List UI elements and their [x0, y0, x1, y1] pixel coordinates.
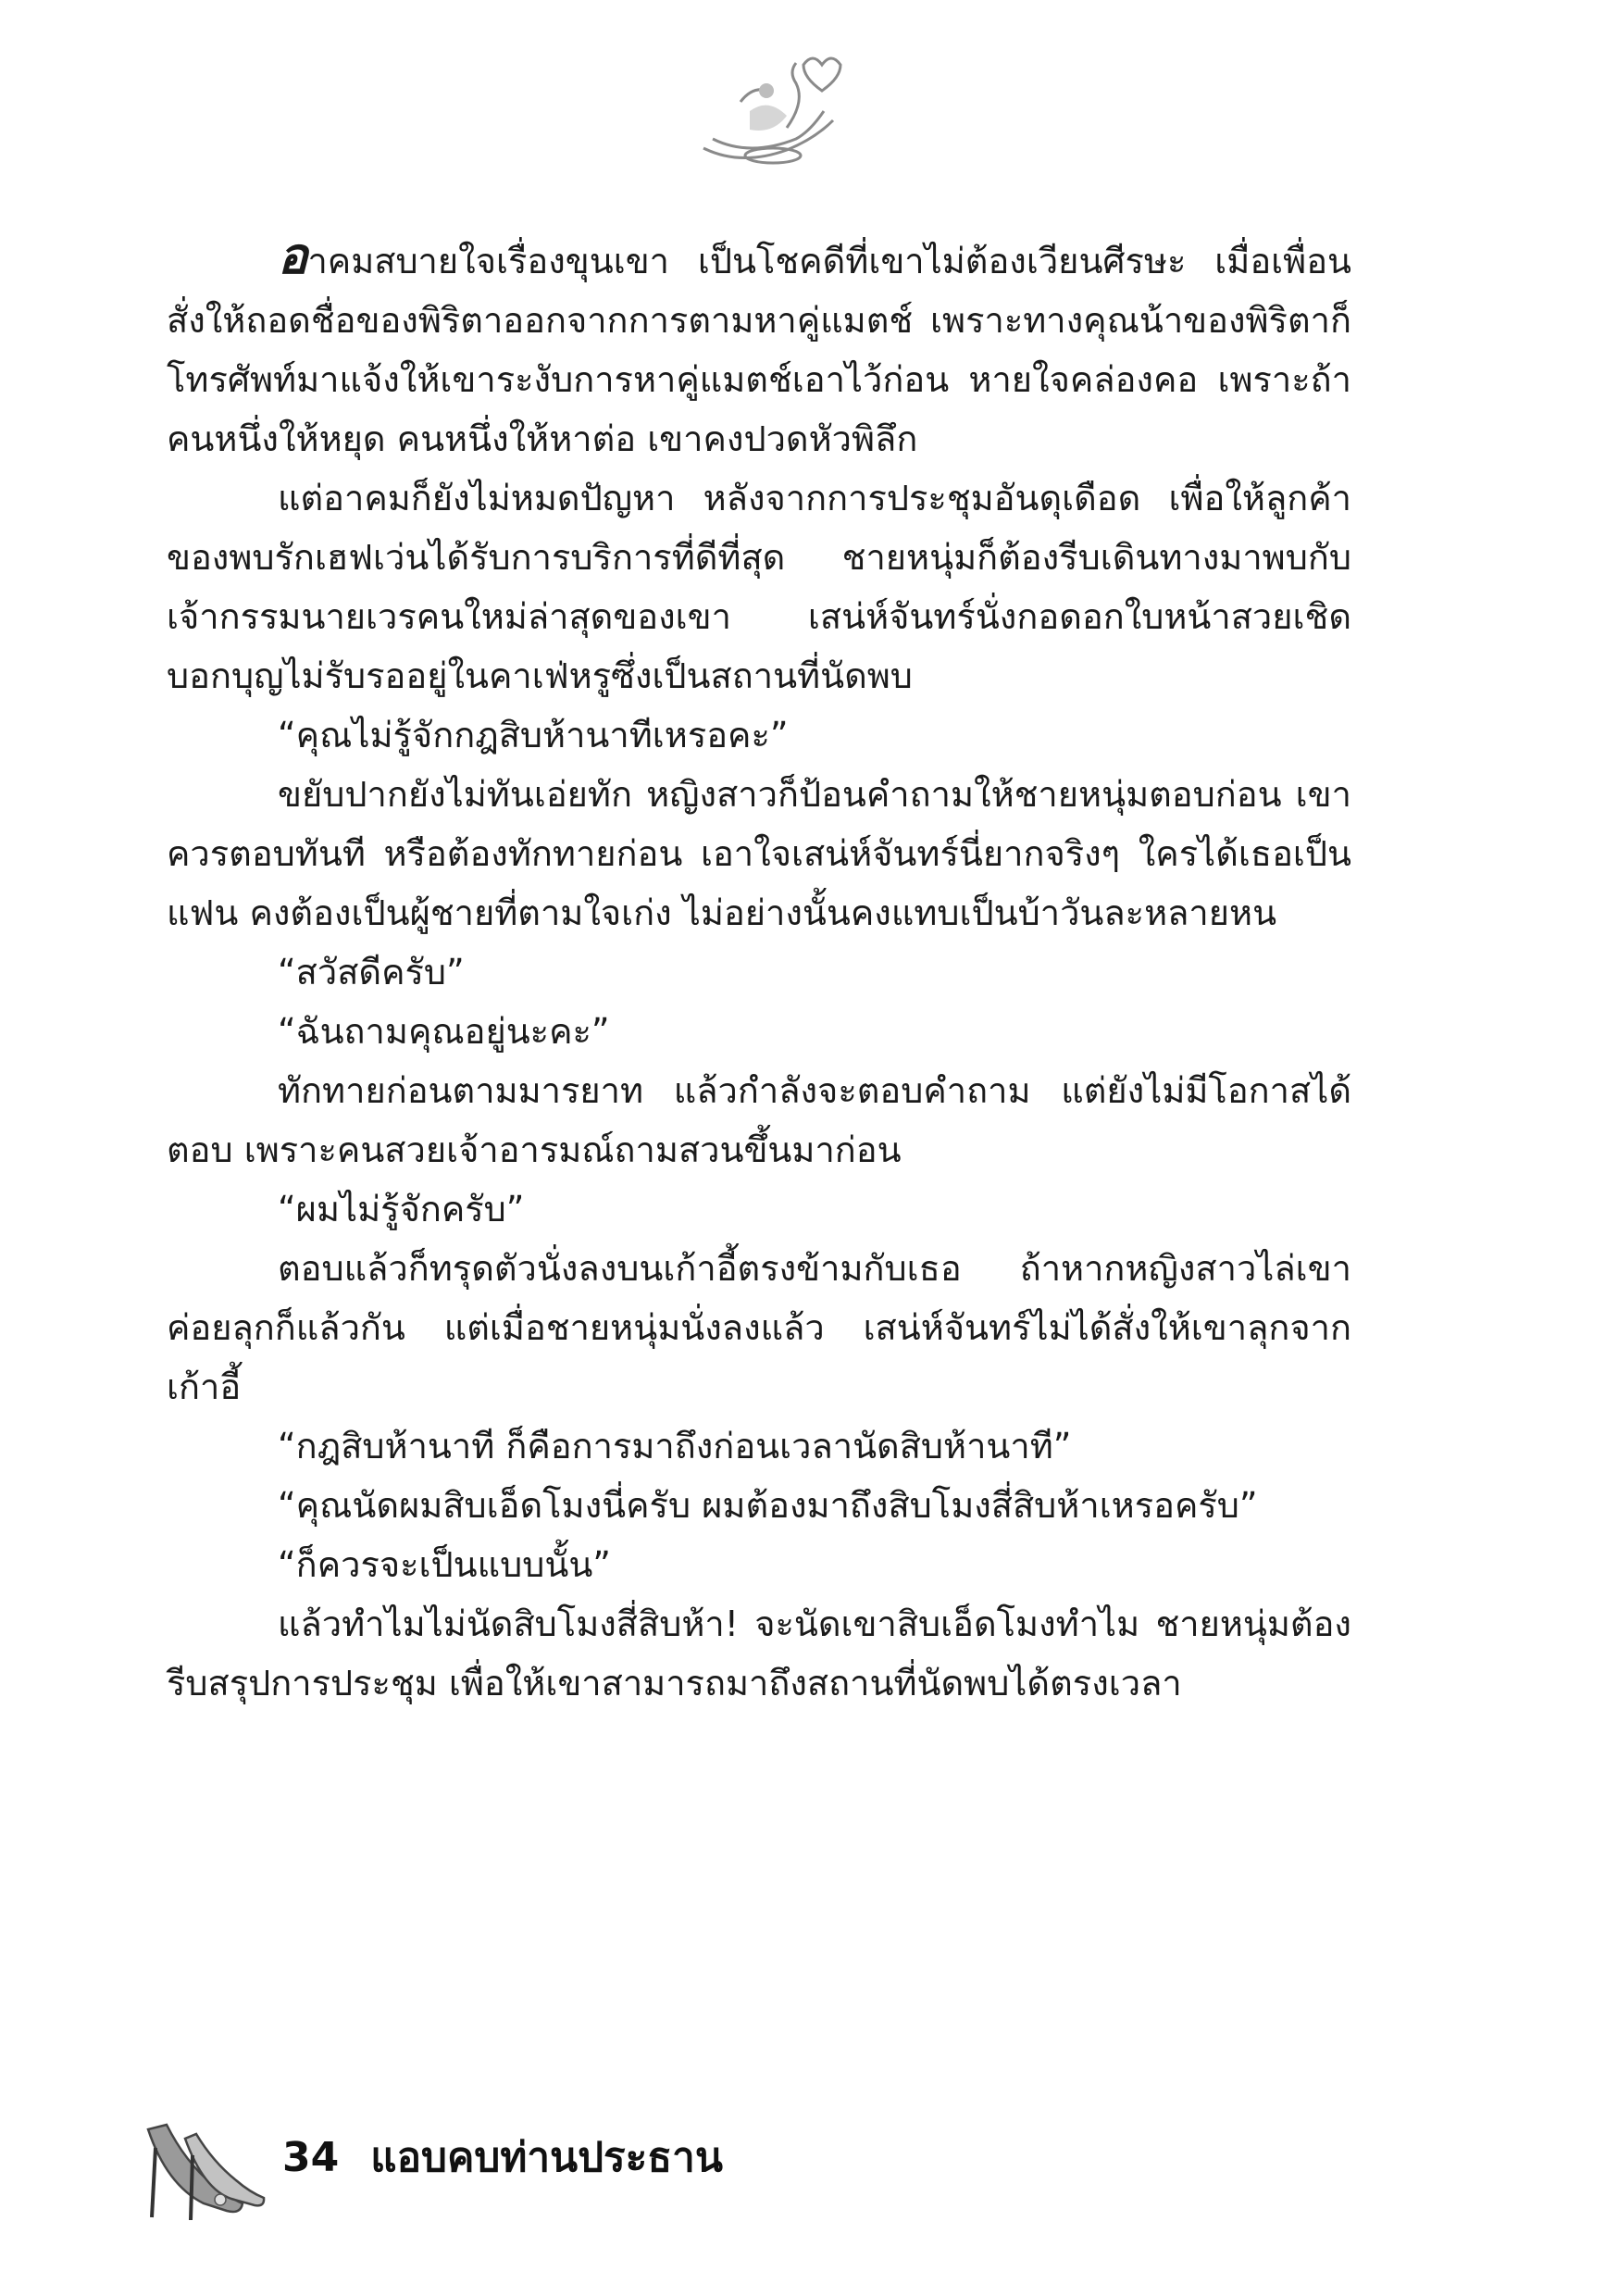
genie-lamp-icon — [685, 46, 852, 176]
paragraph: “สวัสดีครับ” — [278, 952, 465, 992]
paragraph-text: าคมสบายใจเรื่องขุนเขา เป็นโชคดีที่เขาไม่ต้องเวียนศีรษะ เมื่อเพื่อนสั่งให้ถอดชื่อของพิริตาออกจากการตามหาคู่แมตช์ เพราะทางคุณน้าของพิริตาก็โทรศัพท์มาแจ้งให้เขาระงับการหาคู่แมตช์เอาไว้ก่อน หายใจคล่องคอ เพราะถ้าคนหนึ่งให้หยุด คนหนึ่งให้หาต่อ เขาคงปวดหัวพิลึก — [167, 241, 1351, 459]
paragraph: “คุณไม่รู้จักกฎสิบห้านาทีเหรอคะ” — [278, 715, 789, 755]
paragraph — [167, 227, 1351, 468]
paragraph: ขยับปากยังไม่ทันเอ่ยทัก หญิงสาวก็ป้อนคำถามให้ชายหนุ่มตอบก่อน เขาควรตอบทันที หรือต้องทักทายก่อน เอาใจเสน่ห์จันทร์นี่ยากจริงๆ ใครได้เธอเป็นแฟน คงต้องเป็นผู้ชายที่ตามใจเก่ง ไม่อย่างนั้นคงแทบเป็นบ้าวันละหลายหน — [167, 774, 1351, 933]
paragraph: “ฉันถามคุณอยู่นะคะ” — [278, 1011, 610, 1052]
paragraph: “กฎสิบห้านาที ก็คือการมาถึงก่อนเวลานัดสิบห้านาที” — [278, 1426, 1072, 1466]
page-footer — [282, 2125, 723, 2190]
high-heel-shoes-icon — [139, 2111, 268, 2231]
paragraph: “ผมไม่รู้จักครับ” — [278, 1189, 525, 1229]
book-title: แอบคบท่านประธาน — [370, 2134, 723, 2181]
paragraph: “คุณนัดผมสิบเอ็ดโมงนี่ครับ ผมต้องมาถึงสิบโมงสี่สิบห้าเหรอครับ” — [278, 1485, 1258, 1526]
paragraph: ทักทายก่อนตามมารยาท แล้วกำลังจะตอบคำถาม แต่ยังไม่มีโอกาสได้ตอบ เพราะคนสวยเจ้าอารมณ์ถามสวนขึ้นมาก่อน — [167, 1070, 1351, 1170]
page-number: 34 — [282, 2134, 340, 2181]
paragraph: แล้วทำไมไม่นัดสิบโมงสี่สิบห้า! จะนัดเขาสิบเอ็ดโมงทำไม ชายหนุ่มต้องรีบสรุปการประชุม เพื่อให้เขาสามารถมาถึงสถานที่นัดพบได้ตรงเวลา — [167, 1603, 1351, 1703]
body-text — [167, 227, 1351, 1713]
paragraph: ตอบแล้วก็ทรุดตัวนั่งลงบนเก้าอี้ตรงข้ามกับเธอ ถ้าหากหญิงสาวไล่เขาค่อยลุกก็แล้วกัน แต่เมื่อชายหนุ่มนั่งลงแล้ว เสน่ห์จันทร์ไม่ได้สั่งให้เขาลุกจากเก้าอี้ — [167, 1248, 1351, 1407]
drop-initial: อ — [278, 227, 308, 285]
paragraph: แต่อาคมก็ยังไม่หมดปัญหา หลังจากการประชุมอันดุเดือด เพื่อให้ลูกค้าของพบรักเฮฟเว่นได้รับการบริการที่ดีที่สุด ชายหนุ่มก็ต้องรีบเดินทางมาพบกับเจ้ากรรมนายเวรคนใหม่ล่าสุดของเขา เสน่ห์จันทร์นั่งกอดอกใบหน้าสวยเชิด บอกบุญไม่รับรออยู่ในคาเฟ่หรูซึ่งเป็นสถานที่นัดพบ — [167, 478, 1351, 696]
paragraph: “ก็ควรจะเป็นแบบนั้น” — [278, 1544, 611, 1585]
